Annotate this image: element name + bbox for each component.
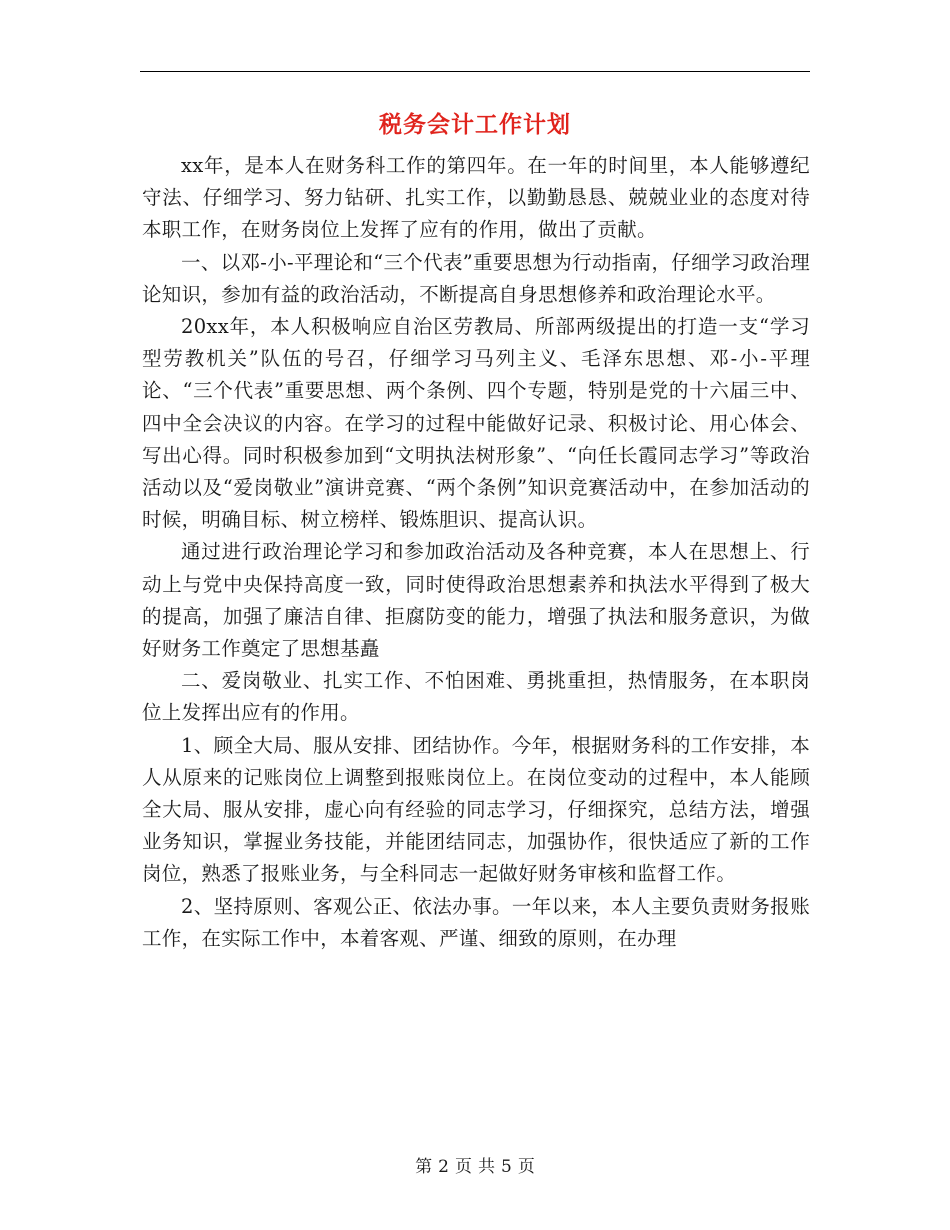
paragraph: 2、坚持原则、客观公正、依法办事。一年以来，本人主要负责财务报账工作，在实际工作中，本着客观、严谨、细致的原则，在办理 [142,894,810,950]
total-prefix: 共 [478,1157,495,1177]
paragraph: 一、以邓-小-平理论和“三个代表”重要思想为行动指南，仔细学习政治理论知识，参加有益的政治活动，不断提高自身思想修养和政治理论水平。 [142,250,810,306]
page-prefix: 第 [415,1157,433,1177]
total-page-count: 5 [501,1157,512,1177]
paragraph: 1、顾全大局、服从安排、团结协作。今年，根据财务科的工作安排，本人从原来的记账岗位上调整到报账岗位上。在岗位变动的过程中，本人能顾全大局、服从安排，虚心向有经验的同志学习，仔细探究，总结方法，增强业务知识，掌握业务技能，并能团结同志，加强协作，很快适应了新的工作岗位，熟悉了报账业务，与全科同志一起做好财务审核和监督工作。 [142,733,810,886]
page-unit: 页 [455,1157,472,1177]
page-footer [0,1156,950,1178]
total-unit: 页 [517,1157,535,1177]
current-page-number: 2 [438,1157,449,1177]
paragraph: 20xx年，本人积极响应自治区劳教局、所部两级提出的打造一支“学习型劳教机关”队伍的号召，仔细学习马列主义、毛泽东思想、邓-小-平理论、“三个代表”重要思想、两个条例、四个专题，特别是党的十六届三中、四中全会决议的内容。在学习的过程中能做好记录、积极讨论、用心体会、写出心得。同时积极参加到“文明执法树形象”、“向任长霞同志学习”等政治活动以及“爱岗敬业”演讲竞赛、“两个条例”知识竞赛活动中，在参加活动的时候，明确目标、树立榜样、锻炼胆识、提高认识。 [142,315,810,532]
document-title: 税务会计工作计划 [379,111,571,138]
paragraph: xx年，是本人在财务科工作的第四年。在一年的时间里，本人能够遵纪守法、仔细学习、努力钻研、扎实工作，以勤勤恳恳、兢兢业业的态度对待本职工作，在财务岗位上发挥了应有的作用，做出了贡献。 [142,154,810,242]
document-body [142,150,810,955]
paragraph: 通过进行政治理论学习和参加政治活动及各种竞赛，本人在思想上、行动上与党中央保持高度一致，同时使得政治思想素养和执法水平得到了极大的提高，加强了廉洁自律、拒腐防变的能力，增强了执法和服务意识，为做好财务工作奠定了思想基矗 [142,540,810,661]
paragraph: 二、爱岗敬业、扎实工作、不怕困难、勇挑重担，热情服务，在本职岗位上发挥出应有的作用。 [142,669,810,725]
header-rule [140,71,810,72]
